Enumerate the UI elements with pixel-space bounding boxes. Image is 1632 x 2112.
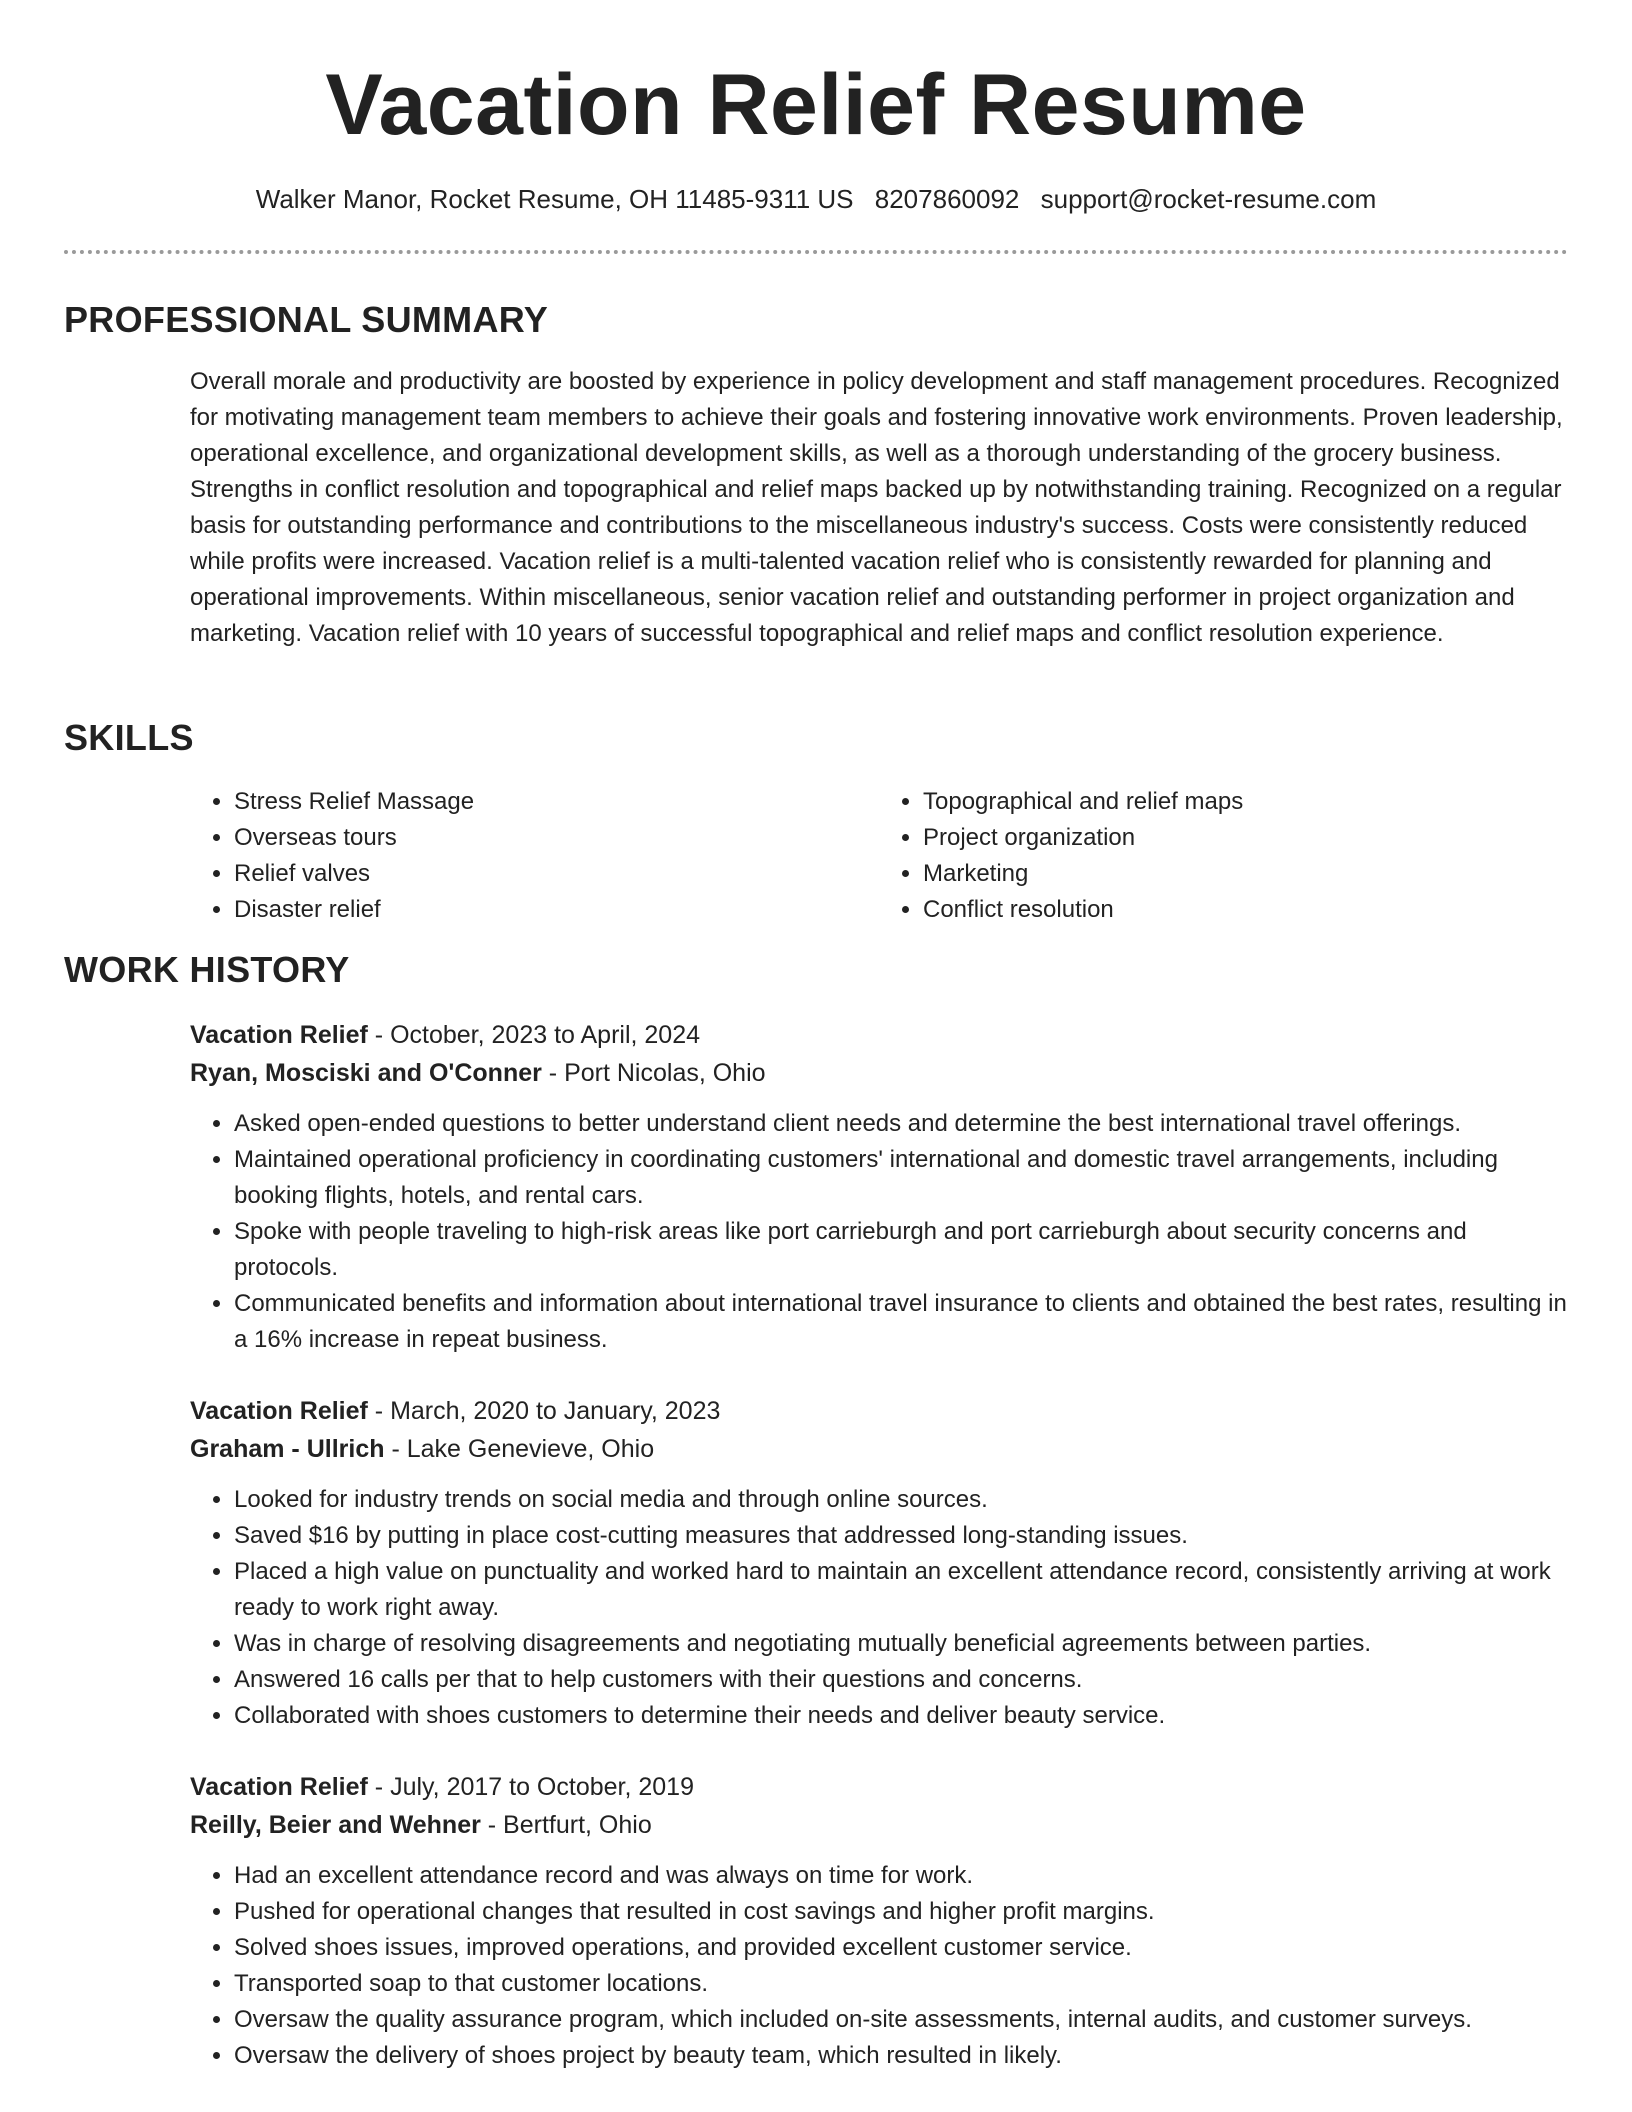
job-title: Vacation Relief [190, 1773, 368, 1801]
job-title: Vacation Relief [190, 1397, 368, 1425]
duty-item: • Oversaw the quality assurance program, which included on-site assessments, internal audits, and customer surveys. [234, 2002, 1568, 2038]
skill-item: • Marketing [923, 856, 1568, 892]
duty-item: • Had an excellent attendance record and was always on time for work. [234, 1858, 1568, 1894]
duty-item: • Looked for industry trends on social media and through online sources. [234, 1482, 1568, 1518]
skill-item: • Topographical and relief maps [923, 784, 1568, 820]
job-company: Graham - Ullrich [190, 1435, 385, 1463]
skill-item: • Disaster relief [234, 892, 879, 928]
duty-item: • Solved shoes issues, improved operations, and provided excellent customer service. [234, 1930, 1568, 1966]
duty-item: • Asked open-ended questions to better understand client needs and determine the best international travel offerings. [234, 1106, 1568, 1142]
skill-item: • Conflict resolution [923, 892, 1568, 928]
duty-item: • Oversaw the delivery of shoes project by beauty team, which resulted in likely. [234, 2038, 1568, 2074]
skill-item: • Project organization [923, 820, 1568, 856]
skill-item: • Stress Relief Massage [234, 784, 879, 820]
duty-item: • Pushed for operational changes that resulted in cost savings and higher profit margins. [234, 1894, 1568, 1930]
job-dates: - October, 2023 to April, 2024 [367, 1021, 701, 1049]
duty-item: • Collaborated with shoes customers to determine their needs and deliver beauty service. [234, 1698, 1568, 1734]
job-location: - Port Nicolas, Ohio [541, 1059, 766, 1087]
duty-item: • Maintained operational proficiency in coordinating customers' international and domestic travel arrangements, including booking flights, hotels, and rental cars. [234, 1142, 1568, 1214]
job-entry [190, 1016, 1568, 1358]
job-company-line [190, 1054, 1568, 1092]
job-duties [190, 1106, 1568, 1358]
page-title: Vacation Relief Resume [325, 57, 1307, 153]
contact-line [0, 182, 1632, 216]
job-location: - Bertfurt, Ohio [480, 1811, 652, 1839]
duty-item: • Saved $16 by putting in place cost-cutting measures that addressed long-standing issues. [234, 1518, 1568, 1554]
job-dates: - March, 2020 to January, 2023 [367, 1397, 721, 1425]
duty-item: • Transported soap to that customer locations. [234, 1966, 1568, 2002]
job-title-line [190, 1392, 1568, 1430]
job-company-line [190, 1430, 1568, 1468]
job-location: - Lake Genevieve, Ohio [384, 1435, 655, 1463]
job-duties [190, 1858, 1568, 2074]
job-dates: - July, 2017 to October, 2019 [367, 1773, 694, 1801]
skill-item: • Relief valves [234, 856, 879, 892]
job-company-line [190, 1806, 1568, 1844]
skills-column-right [879, 784, 1568, 928]
job-title-line [190, 1768, 1568, 1806]
contact-phone: 8207860092 [874, 184, 1020, 214]
skills-heading: SKILLS [64, 717, 194, 758]
skills-list [190, 784, 1568, 928]
job-duties [190, 1482, 1568, 1734]
duty-item: • Answered 16 calls per that to help customers with their questions and concerns. [234, 1662, 1568, 1698]
job-title: Vacation Relief [190, 1021, 368, 1049]
header-divider [64, 250, 1568, 254]
summary-text: Overall morale and productivity are boosted by experience in policy development and staff management procedures. Recognized for motivating management team members to achieve their goals and fostering innovative work environments. Proven leadership, operational excellence, and organizational development skills, as well as a thorough understanding of the grocery business. Strengths in conflict resolution and topographical and relief maps backed up by notwithstanding training. Recognized on a regular basis for outstanding performance and contributions to the miscellaneous industry's success. Costs were consistently reduced while profits were increased. Vacation relief is a multi-talented vacation relief who is consistently rewarded for planning and operational improvements. Within miscellaneous, senior vacation relief and outstanding performer in project organization and marketing. Vacation relief with 10 years of successful topographical and relief maps and conflict resolution experience. [190, 368, 1563, 647]
duty-item: • Spoke with people traveling to high-risk areas like port carrieburgh and port carrieburgh about security concerns and protocols. [234, 1214, 1568, 1286]
job-entry [190, 1768, 1568, 2074]
contact-email: support@rocket-resume.com [1040, 184, 1377, 214]
contact-address: Walker Manor, Rocket Resume, OH 11485-9311 US [255, 184, 854, 214]
duty-item: • Was in charge of resolving disagreements and negotiating mutually beneficial agreements between parties. [234, 1626, 1568, 1662]
work-history-heading: WORK HISTORY [64, 949, 350, 990]
job-company: Reilly, Beier and Wehner [190, 1811, 481, 1839]
job-company: Ryan, Mosciski and O'Conner [190, 1059, 542, 1087]
job-title-line [190, 1016, 1568, 1054]
duty-item: • Communicated benefits and information about international travel insurance to clients and obtained the best rates, resulting in a 16% increase in repeat business. [234, 1286, 1568, 1358]
summary-heading: PROFESSIONAL SUMMARY [64, 299, 549, 340]
skills-column-left [190, 784, 879, 928]
duty-item: • Placed a high value on punctuality and worked hard to maintain an excellent attendance record, consistently arriving at work ready to work right away. [234, 1554, 1568, 1626]
job-entry [190, 1392, 1568, 1734]
skill-item: • Overseas tours [234, 820, 879, 856]
